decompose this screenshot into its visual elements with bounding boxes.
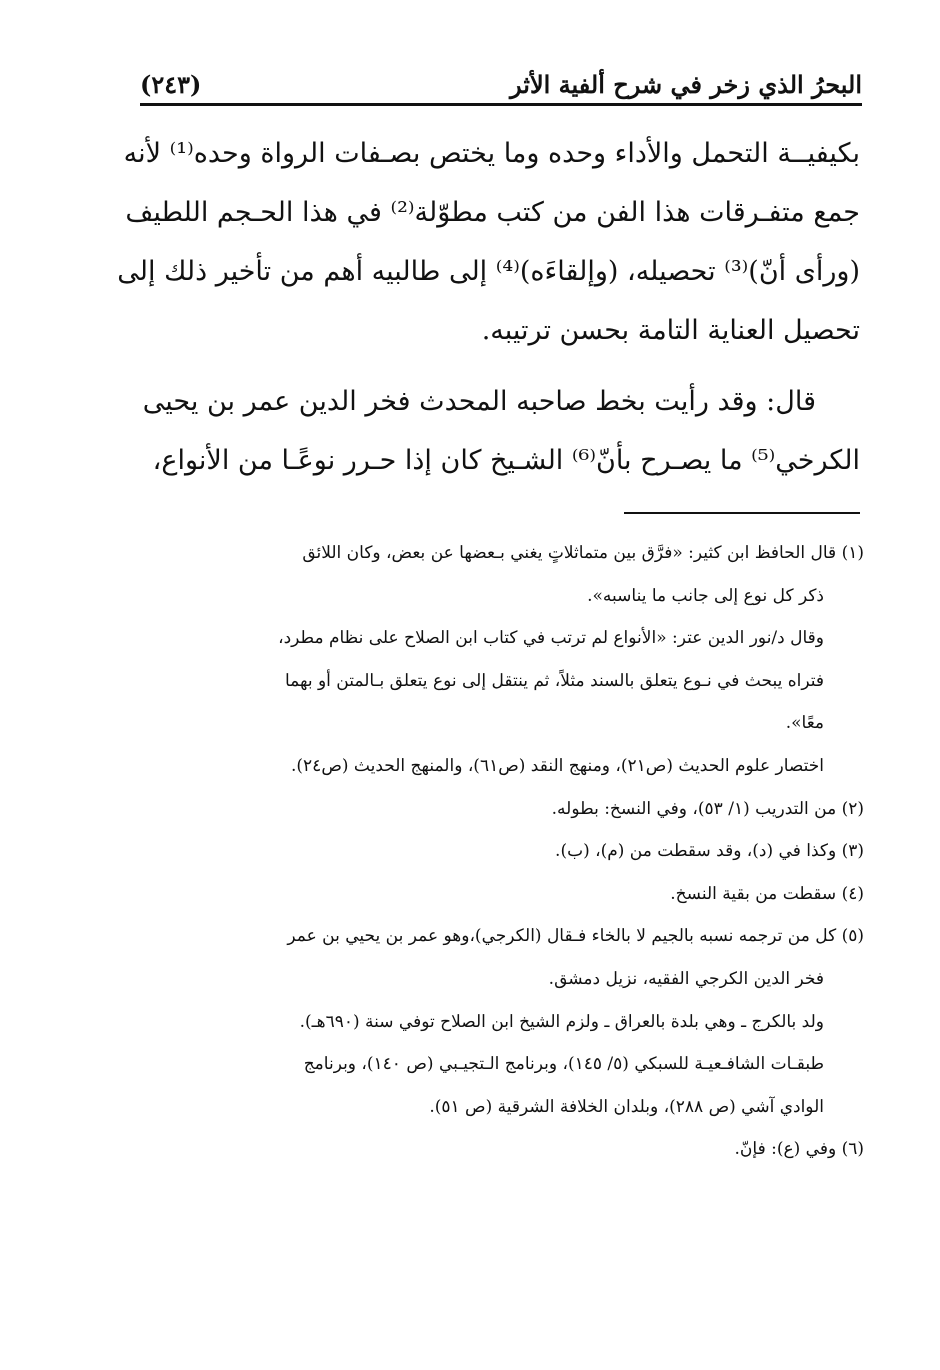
footnote-line: اختصار علوم الحديث (ص٢١)، ومنهج النقد (ص٦١)، والمنهج الحديث (ص٢٤). [291, 755, 824, 776]
footnotes [150, 532, 864, 1171]
footnote-line: الوادي آشي (ص ٢٨٨)، وبلدان الخلافة الشرقية (ص ٥١). [429, 1096, 824, 1117]
footnote-line: ذكر كل نوع إلى جانب ما يناسبه». [587, 585, 824, 606]
main-line: (ورأى أنّ)⁽³⁾ تحصيله، (وإلقاءَه)⁽⁴⁾ إلى طالبيه أهم من تأخير ذلك إلى [117, 256, 860, 287]
footnote-line: (٢) من التدريب (١/ ٥٣)، وفي النسخ: بطوله. [551, 798, 864, 819]
main-line: تحصيل العناية التامة بحسن ترتيبه. [481, 315, 860, 346]
footnote-line: وقال د/نور الدين عتر: «الأنواع لم ترتب في كتاب ابن الصلاح على نظام مطرد، [278, 628, 824, 649]
main-line: جمع متفـرقات هذا الفن من كتب مطوّلة⁽²⁾ في هذا الحـجم اللطيف [125, 197, 860, 228]
footnote-line: (٤) سقطت من بقية النسخ. [670, 883, 864, 904]
main-line: قال: وقد رأيت بخط صاحبه المحدث فخر الدين عمر بن يحيى [142, 386, 816, 417]
running-title: البحرُ الذي زخر في شرح ألفية الأثر [510, 70, 862, 99]
main-line: الكرخي⁽⁵⁾ ما يصـرح بأنّ⁽⁶⁾ الشـيخ كان إذا حـرر نوعًـا من الأنواع، [152, 445, 860, 476]
footnote-line: معًا». [785, 713, 824, 734]
page-number: (٢٤٣) [140, 70, 202, 99]
footnote-line: فخر الدين الكرجي الفقيه، نزيل دمشق. [548, 968, 824, 989]
header-rule [140, 103, 862, 106]
footnote-line: (٣) وكذا في (د)، وقد سقطت من (م)، (ب). [555, 841, 864, 862]
main-line: بكيفيــة التحمل والأداء وحده وما يختص بصـفات الرواة وحده⁽¹⁾ لأنه [123, 138, 860, 169]
footnote-line: (١) قال الحافظ ابن كثير: «فرَّق بين متماثلاتٍ يغني بـعضها عن بعض، وكان اللائق [302, 543, 864, 563]
footnote-separator [624, 512, 860, 514]
footnote-line: طبقـات الشافـعيـة للسبكي (٥/ ١٤٥)، وبرنامج الـتجيـبي (ص ١٤٠)، وبرنامج [303, 1054, 824, 1075]
footnote-line: فتراه يبحث في نـوع يتعلق بالسند مثلاً، ثم ينتقل إلى نوع يتعلق بـالمتن أو بهما [284, 670, 824, 691]
main-text [117, 124, 860, 490]
footnote-line: (٦) وفي (ع): فإنّ. [734, 1139, 864, 1160]
footnote-line: (٥) كل من ترجمه نسبه بالجيم لا بالخاء فـقال (الكرجي)،وهو عمر بن يحيي بن عمر [287, 926, 864, 947]
footnote-line: ولد بالكرج ـ وهي بلدة بالعراق ـ ولزم الشيخ ابن الصلاح توفي سنة (٦٩٠هـ). [299, 1011, 824, 1032]
page-header [140, 62, 862, 102]
